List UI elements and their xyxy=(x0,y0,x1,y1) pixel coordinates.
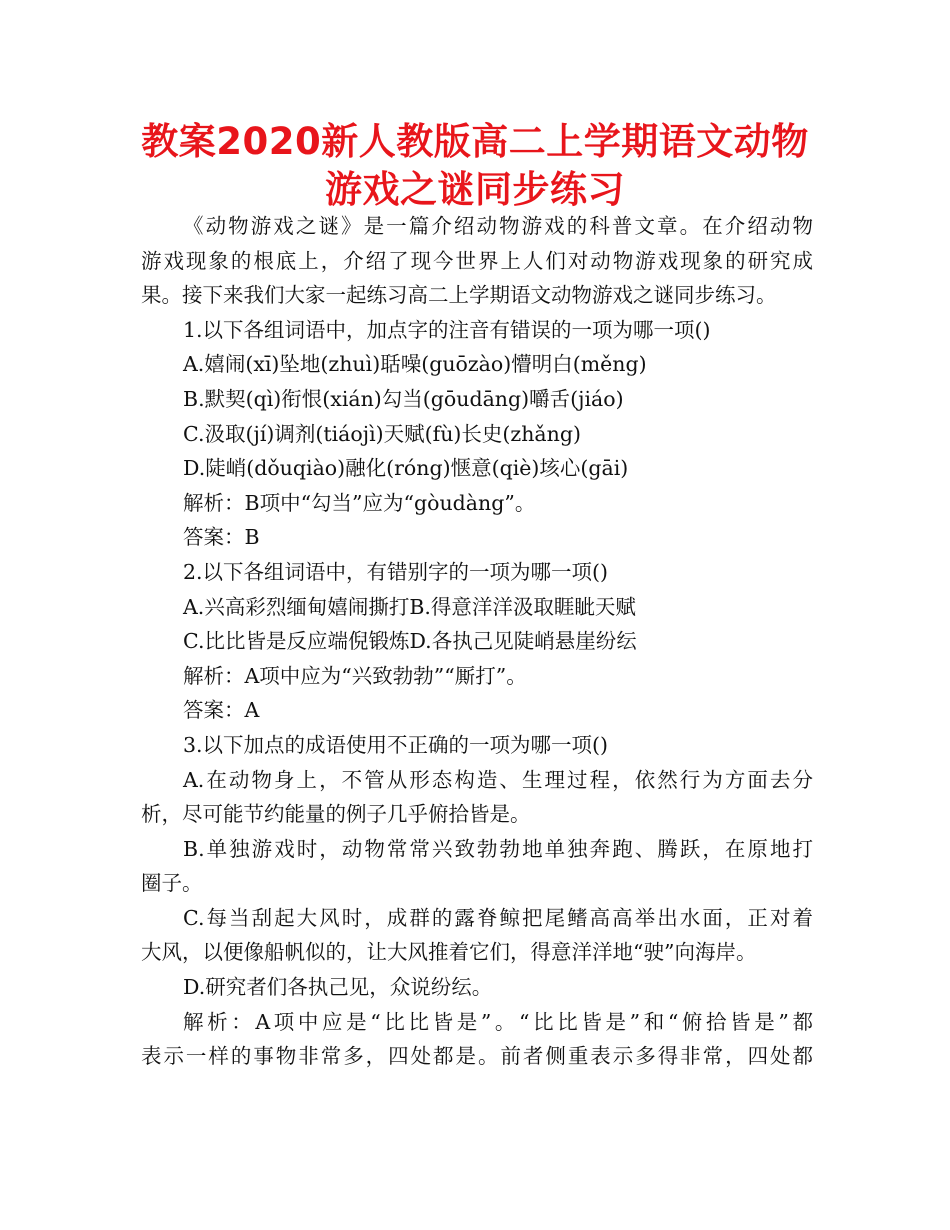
question-3: 3.以下加点的成语使用不正确的一项为哪一项() xyxy=(183,732,609,757)
intro-line-2: 游戏现象的根底上，介绍了现今世界上人们对动物游戏现象的研究成 xyxy=(141,248,813,273)
q3-option-b-line-2: 圈子。 xyxy=(141,871,203,896)
q1-option-a: A.嬉闹(xī)坠地(zhuì)聒噪(guōzào)懵明白(měng) xyxy=(183,352,647,377)
intro-line-1: 《动物游戏之谜》是一篇介绍动物游戏的科普文章。在介绍动物 xyxy=(183,214,813,238)
q1-option-c: C.汲取(jí)调剂(tiáojì)天赋(fù)长史(zhǎng) xyxy=(183,421,581,446)
q2-options-ab: A.兴高彩烈缅甸嬉闹撕打B.得意洋洋汲取睚眦天赋 xyxy=(183,594,636,619)
document-title: 教案2020新人教版高二上学期语文动物游戏之谜同步练习 xyxy=(141,120,809,211)
q2-answer: 答案：A xyxy=(183,698,260,723)
q2-options-cd: C.比比皆是反应端倪锻炼D.各执己见陡峭悬崖纷纭 xyxy=(183,629,637,654)
q3-option-c-line-1: C.每当刮起大风时，成群的露脊鲸把尾鳍高高举出水面，正对着 xyxy=(183,905,813,930)
q3-option-b-line-1: B.单独游戏时，动物常常兴致勃勃地单独奔跑、腾跃，在原地打 xyxy=(183,836,813,861)
q1-option-d: D.陡峭(dǒuqiào)融化(róng)惬意(qiè)垓心(gāi) xyxy=(183,456,629,481)
q3-option-c-line-2: 大风，以便像船帆似的，让大风推着它们，得意洋洋地“驶”向海岸。 xyxy=(141,940,757,965)
question-1: 1.以下各组词语中，加点字的注音有错误的一项为哪一项() xyxy=(183,317,711,342)
q3-option-d: D.研究者们各执己见，众说纷纭。 xyxy=(183,975,493,1000)
q2-analysis: 解析：A项中应为“兴致勃勃”“厮打”。 xyxy=(183,663,527,688)
q3-analysis-line-1: 解析：A项中应是“比比皆是”。“比比皆是”和“俯拾皆是”都 xyxy=(183,1009,813,1034)
document-body xyxy=(141,209,813,1074)
intro-line-3: 果。接下来我们大家一起练习高二上学期语文动物游戏之谜同步练习。 xyxy=(141,283,777,308)
question-2: 2.以下各组词语中，有错别字的一项为哪一项() xyxy=(183,559,609,584)
q3-option-a-line-2: 析，尽可能节约能量的例子几乎俯拾皆是。 xyxy=(141,802,531,827)
q3-analysis-line-2: 表示一样的事物非常多，四处都是。前者侧重表示多得非常，四处都 xyxy=(141,1044,813,1069)
q1-analysis: 解析：B项中“勾当”应为“gòudàng”。 xyxy=(183,490,536,515)
q1-option-b: B.默契(qì)衔恨(xián)勾当(gōudāng)嚼舌(jiáo) xyxy=(183,386,624,411)
q1-answer: 答案：B xyxy=(183,525,260,550)
q3-option-a-line-1: A.在动物身上，不管从形态构造、生理过程，依然行为方面去分 xyxy=(183,767,813,792)
